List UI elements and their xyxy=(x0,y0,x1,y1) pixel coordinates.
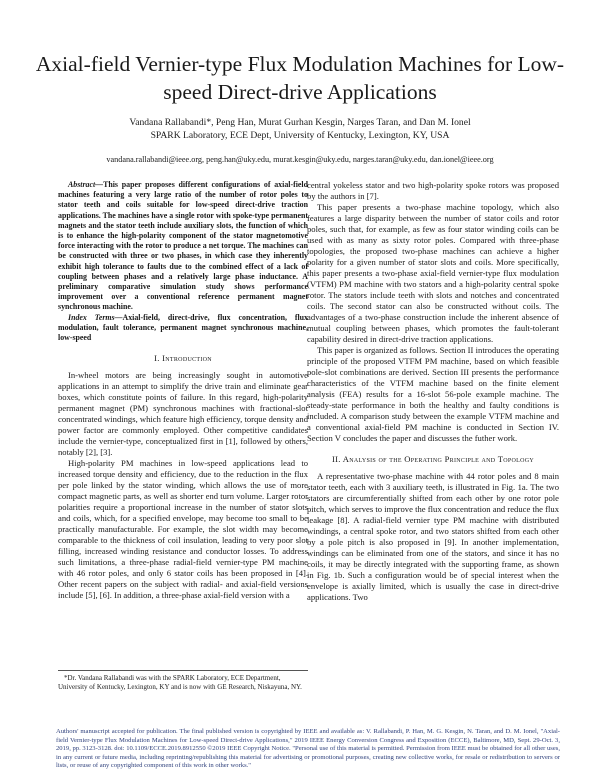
right-column xyxy=(307,180,559,603)
footnote xyxy=(58,670,308,692)
body-paragraph: This paper is organized as follows. Section II introduces the operating principle of the proposed VTFM PM machine, based on which feasible pole-slot combinations are derived. Section III presents the performance characteristics of the VTFM machine based on the finite element analysis (FEA) results for a 16-slot 56-pole example machine. The steady-state performance in both the healthy and faulty conditions is included. A comparison study between the example VTFM machine and a conventional axial-field PM machine is conducted in Section IV. Section V concludes the paper and discusses the futher work. xyxy=(307,345,559,443)
index-terms-text: Axial-field, direct-drive, flux concentration, flux modulation, fault tolerance, permanent magnet synchronous machine, low-speed xyxy=(58,312,308,343)
abstract-label: Abstract— xyxy=(68,180,104,189)
author-list: Vandana Rallabandi*, Peng Han, Murat Gurhan Kesgin, Narges Taran, and Dan M. Ionel xyxy=(129,117,471,128)
body-paragraph: High-polarity PM machines in low-speed applications lead to increased torque density and efficiency, due to the reduction in the flux per pole linked by the stator winding, which allows the use of more compact magnetic parts, as well as shorter end turn volume. Larger rotor polarities require a proportional increase in the number of stator slots and coils, which, for a specified envelope, may become too small to be practically manufacturable. For example, the slot width may become comparable to the thickness of coil insulation, leading to very poor slot filling, increased winding resistance and conductor losses. To address such limitations, a three-phase radial-field vernier-type PM machine with 46 rotor poles, and only 6 stator coils has been proposed in [4]. Other recent papers on the subject with radial- and axial-field versions include [5], [6]. In addition, a three-phase axial-field version with a xyxy=(58,458,308,601)
footnote-text: *Dr. Vandana Rallabandi was with the SPARK Laboratory, ECE Department, University of Kentucky, Lexington, KY and is now with GE Research, Niskayuna, NY. xyxy=(58,674,302,691)
author-emails: vandana.rallabandi@ieee.org, peng.han@uky.edu, murat.kesgin@uky.edu, narges.taran@uky.edu, dan.ionel@ieee.org xyxy=(106,155,494,164)
left-column xyxy=(58,180,308,601)
index-terms xyxy=(58,313,308,344)
section-heading-analysis: II. Analysis of the Operating Principle and Topology xyxy=(331,454,535,464)
body-paragraph: A representative two-phase machine with 44 rotor poles and 8 main stator teeth, each with 3 auxiliary teeth, is illustrated in Fig. 1a. The two stators are circumferentially shifted from each other by one rotor pole pitch, which serves to improve the flux concentration and reduce the flux leakage [8]. A radial-field vernier type PM machine with distributed windings, a central spoke rotor, and two stators shifted from each other by a pole pitch is also proposed in [9]. In another implementation, windings can be eliminated from one of the stators, and since it has no coils, it may be directly integrated with the supporting frame, as shown in Fig. 1b. Such a configuration would be of special interest when the envelope is axially limited, which is usually the case in direct-drive applications. Two xyxy=(307,471,559,602)
index-terms-label: Index Terms— xyxy=(68,312,123,322)
body-paragraph: central yokeless stator and two high-polarity spoke rotors was proposed by the authors in [7]. xyxy=(307,180,559,201)
affiliation: SPARK Laboratory, ECE Dept, University of Kentucky, Lexington, KY, USA xyxy=(150,130,450,141)
copyright-notice: Authors' manuscript accepted for publication. The final published version is copyrighted by IEEE and available as: V. Rallabandi, P. Han, M. G. Kesgin, N. Taran, and D. M. Ionel, "Axial-field Vernier-type Flux Modulation Machines for Low-speed Direct-drive Applications," 2019 IEEE Energy Conversion Congress and Exposition (ECCE), Baltimore, MD, Sept. 29-Oct. 3, 2019, pp. 3123-3128. doi: 10.1109/ECCE.2019.8912550 ©2019 IEEE Copyright Notice. "Personal use of this material is permitted. Permission from IEEE must be obtained for all other uses, in any current or future media, including reprinting/republishing this material for advertising or promotional purposes, creating new collective works, for resale or redistribution to servers or lists, or reuse of any copyrighted component of this work in other works." xyxy=(56,728,560,770)
section-heading-introduction: I. Introduction xyxy=(154,353,212,364)
abstract xyxy=(58,180,308,313)
paper-title: Axial-field Vernier-type Flux Modulation Machines for Low-speed Direct-drive Applications xyxy=(35,52,565,104)
body-paragraph: In-wheel motors are being increasingly sought in automotive applications in an attempt to simplify the drive train and eliminate gear boxes, which constitute points of failure. In this regard, high-polarity permanent magnet (PM) synchronous machines with fractional-slot concentrated windings, which feature high efficiency, torque density and power factor are commonly employed. Other competitive candidates include the vernier-type, conceptualized first in [1], followed by others, notably [2], [3]. xyxy=(58,370,308,458)
author-block xyxy=(20,116,580,142)
abstract-text: This paper proposes different configurations of axial-field machines featuring a very large ratio of the number of rotor poles to stator teeth and coils suitable for low-speed direct-drive traction applications. The machines have a single rotor with spoke-type permanent magnets and the stator teeth include auxiliary slots, the function of which is to enhance the high-polarity component of the stator magnetomotive force interacting with the rotor to produce a net torque. The machines can be constructed with three or two phases, in which case they inherently exhibit high tolerance to faults due to the combined effect of a lack of coupling between phases and a relatively large phase inductance. A preliminary comparative simulation study shows performance improvement over a conventional reference permanent magnet synchronous machine. xyxy=(58,180,308,312)
body-paragraph: This paper presents a two-phase machine topology, which also features a large disparity between the number of stator coils and rotor poles, such that, for example, as few as four stator winding coils can be used with as many as sixty rotor poles. Compared with three-phase topologies, the proposed two-phase machines can achieve a higher polarity for a given number of stator slots and coils. More specifically, this paper presents a two-phase axial-field vernier-type flux modulation (VTFM) PM machine with two stators and a high-polarity central spoke rotor. The stators include teeth with slots and notches and concentrated coils. The second stator can also be constructed without coils. The advantages of a two-phase construction include the inherent absence of mutual coupling between phases, which promotes the fault-tolerant capability desired in direct-drive traction applications. xyxy=(307,202,559,344)
